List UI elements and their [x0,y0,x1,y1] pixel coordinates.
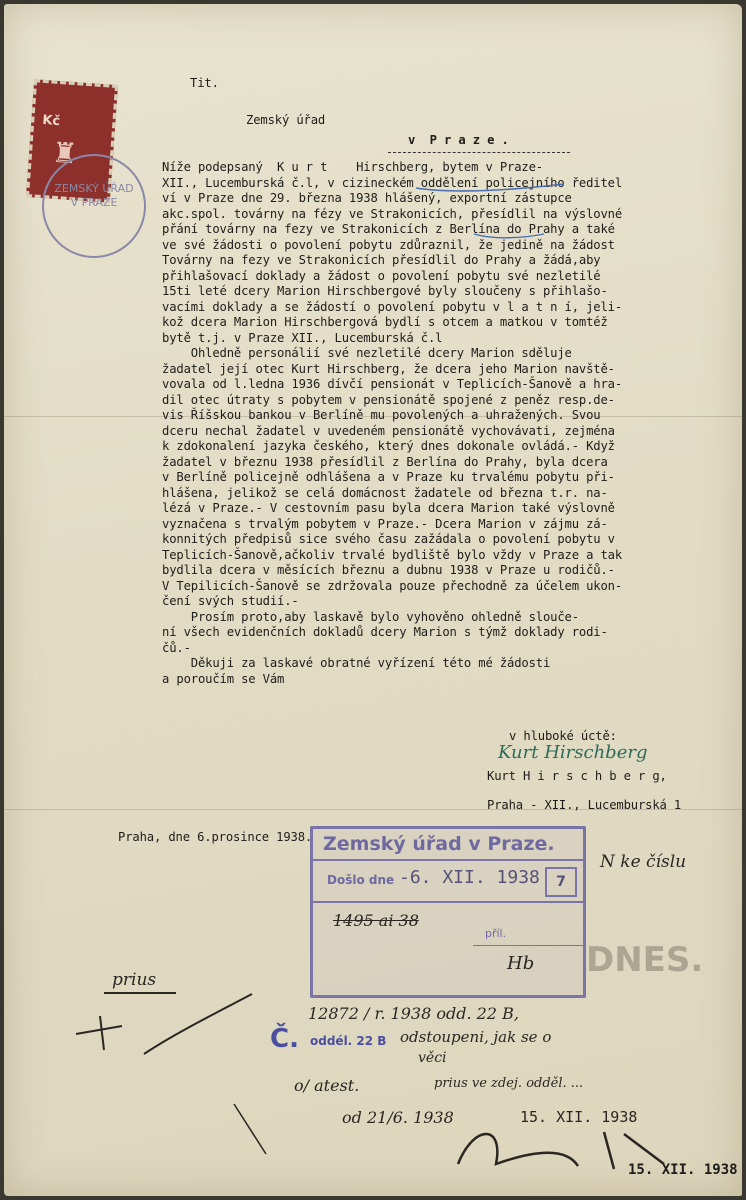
dnes-stamp: DNES. [586,940,704,980]
addressee: Zemský úřad [246,113,326,127]
prilohy-label: příl. [485,927,507,940]
revenue-stamp-value: Kč [41,112,61,130]
note-line-6: o/ atest. [294,1076,360,1095]
document-page [4,4,742,1196]
office-department: oddél. 22 B [310,1034,387,1048]
round-seal-text: ZEMSKÝ ÚŘAD V PRAZE [54,182,134,209]
received-label: Došlo dne [327,873,395,887]
signer-name: Kurt H i r s c h b e r g, [487,769,667,783]
date-stamp-2: 15. XII. 1938 [628,1162,738,1178]
salutation: Tit. [190,76,219,90]
date-stamp-1: 15. XII. 1938 [520,1108,638,1126]
letter-body: Níže podepsaný K u r t Hirschberg, bytem v Praze- XII., Lucemburská č.l, v cizineckém oddělení policejního ředitel ví v Praze dne 29. března 1938 hlášený, exportní zástupce akc.spol. továrny na fézy ve Strakonicích, přesídlil na výslovné přání továrny na fezy ve Strakonicích z Berlína do Prahy a také ve své žádosti o povolení pobytu zdůraznil, že jedině na žádost Továrny na fezy ve Strakonicích přesídlil do Prahy a žádá,aby přihlašovací doklady a žádost o povolení pobytu své nezletilé 15ti leté dcery Marion Hirschbergové byly sloučeny s přihlašo- vacími doklady a se žádostí o povolení pobytu v l a t n í, jeli- kož dcera Marion Hirschbergová bydlí s otcem a matkou v tomtéž bytě t.j. v Praze XII., Lucemburská č.l Ohledně personálií své nezletilé dcery Marion sděluje žadatel její otec Kurt Hirschberg, že dcera jeho Marion navště- vovala od l.ledna 1936 dívčí pensionát v Teplicích-Šanově a hra- dil otec útraty s pobytem v pensionátě spojené z peněz resp.de- vis Říšskou bankou v Berlíně mu povolených a uhražených. Svou dceru nechal žadatel v uvedeném pensionátě vychovávati, zejména k zdokonalení jazyka českého, který dnes dokonale ovládá.- Když žadatel v březnu 1938 přesídlil z Berlína do Prahy, byla dcera v Berlíně policejně odhlášena a v Praze ku trvalému pobytu při- hlášena, jelikož se celá domácnost žadatele od března t.r. na- lézá v Praze.- V cestovním pasu byla dcera Marion také výslovně vyznačena s trvalým pobytem v Praze.- Dcera Marion v zájmu zá- konnitých předpisů sice svého času zažádala o povolení pobytu v Teplicích-Šanově,ačkoliv trvalé bydliště bylo vždy v Praze a tak bydlila dcera v měsících březnu a dubnu 1938 v Praze u rodičů.- V Tepilicích-Šanově se zdržovala pouze přechodně za účelem ukon- čení svých studií.- Prosím proto,aby laskavě bylo vyhověno ohledně slouče- ní všech evidenčních dokladů dcery Marion s týmž doklady rodi- čů.- Děkuji za laskavé obratné vyřízení této mé žádosti a poroučím se Vám [162,160,622,686]
note-line-1: 12872 / r. 1938 odd. 22 B, [308,1004,519,1023]
pen-strokes [4,4,742,1196]
note-line-5: od 21/6. 1938 [342,1108,454,1127]
note-line-3: věci [418,1050,447,1066]
lion-emblem-icon: ♜ [51,135,79,171]
stamp-number-box: 7 [545,867,577,897]
closing: v hluboké úctě: [509,729,617,743]
note-line-4: prius ve zdej. odděl. ... [434,1076,584,1091]
registry-stamp-title: Zemský úřad v Praze. [323,833,555,855]
note-prius: prius [112,970,157,990]
note-top-right: N ke číslu [600,852,687,872]
crossed-number: 1495 ai 38 [333,911,419,930]
handwritten-signature: Kurt Hirschberg [498,742,648,763]
received-date: -6. XII. 1938 [399,867,540,888]
initials: Hb [507,953,535,974]
office-number-prefix: Č. [270,1024,299,1054]
date-line: Praha, dne 6.prosince 1938. [118,830,313,844]
signer-address: Praha - XII., Lucemburská 1 [487,798,682,812]
addressee-city: v P r a z e . [408,133,509,147]
note-line-2: odstoupeni, jak se o [400,1028,552,1046]
